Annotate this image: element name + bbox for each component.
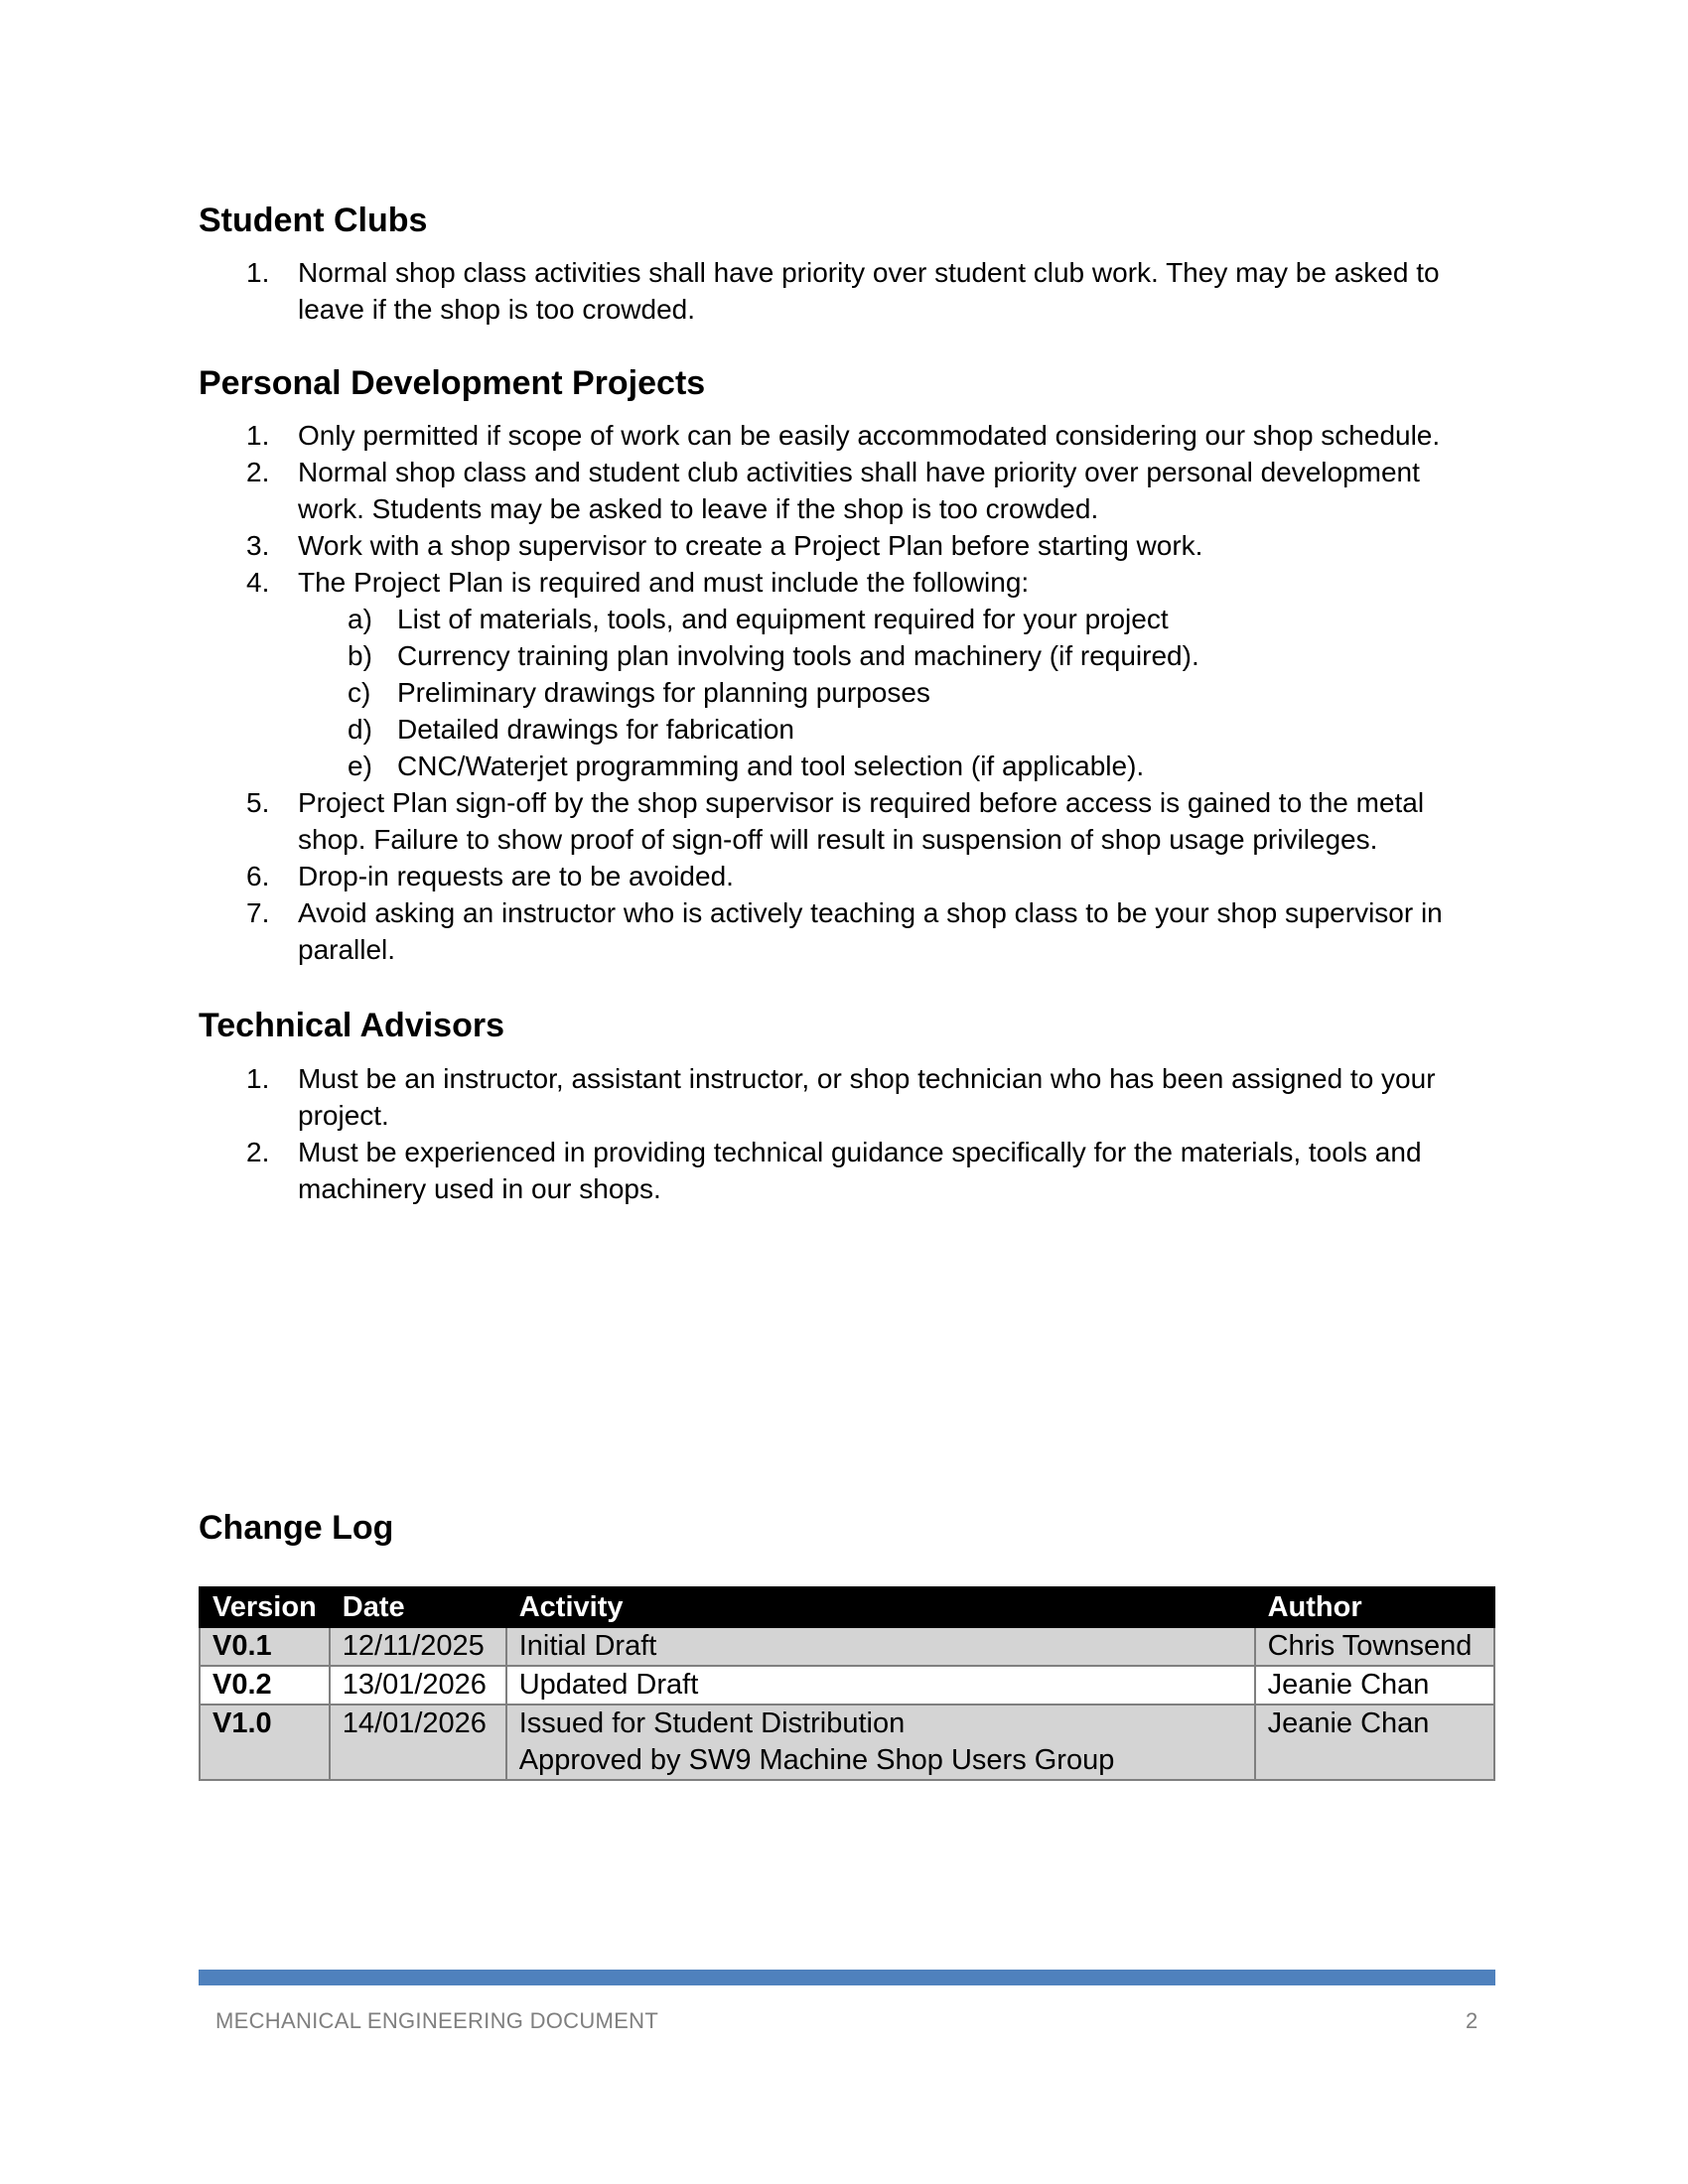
project-plan-sublist	[298, 601, 1470, 784]
list-item-number: 7.	[246, 897, 270, 928]
sublist-item-text: List of materials, tools, and equipment required for your project	[397, 604, 1169, 634]
list-item-number: 1.	[246, 420, 270, 451]
cell-date: 13/01/2026	[330, 1666, 506, 1705]
list-item	[199, 858, 1470, 894]
personal-development-list	[199, 417, 1470, 968]
sublist-item	[298, 601, 1470, 637]
section-title-change-log: Change Log	[199, 1509, 394, 1547]
sublist-item-text: Currency training plan involving tools and machinery (if required).	[397, 640, 1199, 671]
list-item-number: 4.	[246, 567, 270, 598]
table-header-row	[200, 1587, 1494, 1627]
cell-version: V1.0	[200, 1705, 330, 1780]
section-title-student-clubs: Student Clubs	[199, 202, 428, 239]
cell-version: V0.1	[200, 1627, 330, 1666]
list-item-number: 1.	[246, 257, 270, 288]
table-row	[200, 1627, 1494, 1666]
list-item	[199, 254, 1470, 328]
cell-activity-line-1: Issued for Student Distribution	[518, 1707, 906, 1739]
list-item	[199, 527, 1470, 564]
list-item-number: 2.	[246, 1137, 270, 1167]
list-item-text: Normal shop class activities shall have priority over student club work. They may be asked to leave if the shop is too crowded.	[298, 257, 1440, 325]
cell-activity: Initial Draft	[506, 1627, 1255, 1666]
column-header-date: Date	[330, 1587, 506, 1627]
list-item	[199, 1134, 1470, 1207]
list-item	[199, 454, 1470, 527]
list-item	[199, 784, 1470, 858]
list-item-text: Avoid asking an instructor who is actively teaching a shop class to be your shop supervisor in parallel.	[298, 897, 1443, 965]
list-item-text: Work with a shop supervisor to create a Project Plan before starting work.	[298, 530, 1203, 561]
table-row	[200, 1705, 1494, 1780]
list-item-number: 2.	[246, 457, 270, 487]
list-item	[199, 417, 1470, 454]
sublist-item	[298, 711, 1470, 748]
column-header-version: Version	[200, 1587, 330, 1627]
column-header-activity: Activity	[506, 1587, 1255, 1627]
sublist-item-text: CNC/Waterjet programming and tool selection (if applicable).	[397, 751, 1145, 781]
footer-page-number: 2	[1466, 2008, 1478, 2033]
cell-activity: Updated Draft	[506, 1666, 1255, 1705]
sublist-item	[298, 674, 1470, 711]
footer-document-label: MECHANICAL ENGINEERING DOCUMENT	[215, 2008, 659, 2033]
list-item-text: Drop-in requests are to be avoided.	[298, 861, 734, 891]
list-item	[199, 564, 1470, 784]
cell-version: V0.2	[200, 1666, 330, 1705]
sublist-item-letter: c)	[348, 677, 371, 708]
list-item-text: Only permitted if scope of work can be easily accommodated considering our shop schedule.	[298, 420, 1441, 451]
cell-date: 14/01/2026	[330, 1705, 506, 1780]
sublist-item	[298, 748, 1470, 784]
list-item-text: Project Plan sign-off by the shop supervisor is required before access is gained to the metal shop. Failure to show proof of sign-off will result in suspension of shop usage privileges.	[298, 787, 1425, 855]
student-clubs-list	[199, 254, 1470, 328]
cell-activity	[506, 1705, 1255, 1780]
list-item-number: 3.	[246, 530, 270, 561]
sublist-item-letter: d)	[348, 714, 372, 745]
list-item	[199, 1060, 1470, 1134]
list-item-text: Must be an instructor, assistant instructor, or shop technician who has been assigned to your project.	[298, 1063, 1436, 1131]
sublist-item-letter: e)	[348, 751, 372, 781]
column-header-author: Author	[1255, 1587, 1494, 1627]
list-item-text: Must be experienced in providing technical guidance specifically for the materials, tools and machinery used in our shops.	[298, 1137, 1422, 1204]
footer-accent-bar	[199, 1970, 1495, 1985]
cell-date: 12/11/2025	[330, 1627, 506, 1666]
list-item-text: Normal shop class and student club activities shall have priority over personal development work. Students may be asked to leave if the shop is too crowded.	[298, 457, 1420, 524]
list-item-number: 6.	[246, 861, 270, 891]
list-item-number: 5.	[246, 787, 270, 818]
sublist-item-letter: a)	[348, 604, 372, 634]
sublist-item-letter: b)	[348, 640, 372, 671]
technical-advisors-list	[199, 1060, 1470, 1207]
list-item-number: 1.	[246, 1063, 270, 1094]
table-row	[200, 1666, 1494, 1705]
sublist-item	[298, 637, 1470, 674]
change-log-table	[199, 1586, 1495, 1781]
cell-activity-line-2: Approved by SW9 Machine Shop Users Group	[518, 1744, 1115, 1776]
list-item-text: The Project Plan is required and must include the following:	[298, 567, 1030, 598]
section-title-personal-development: Personal Development Projects	[199, 364, 706, 402]
list-item	[199, 894, 1470, 968]
cell-author: Chris Townsend	[1255, 1627, 1494, 1666]
sublist-item-text: Preliminary drawings for planning purposes	[397, 677, 930, 708]
cell-author: Jeanie Chan	[1255, 1666, 1494, 1705]
sublist-item-text: Detailed drawings for fabrication	[397, 714, 794, 745]
cell-author: Jeanie Chan	[1255, 1705, 1494, 1780]
section-title-technical-advisors: Technical Advisors	[199, 1007, 504, 1044]
